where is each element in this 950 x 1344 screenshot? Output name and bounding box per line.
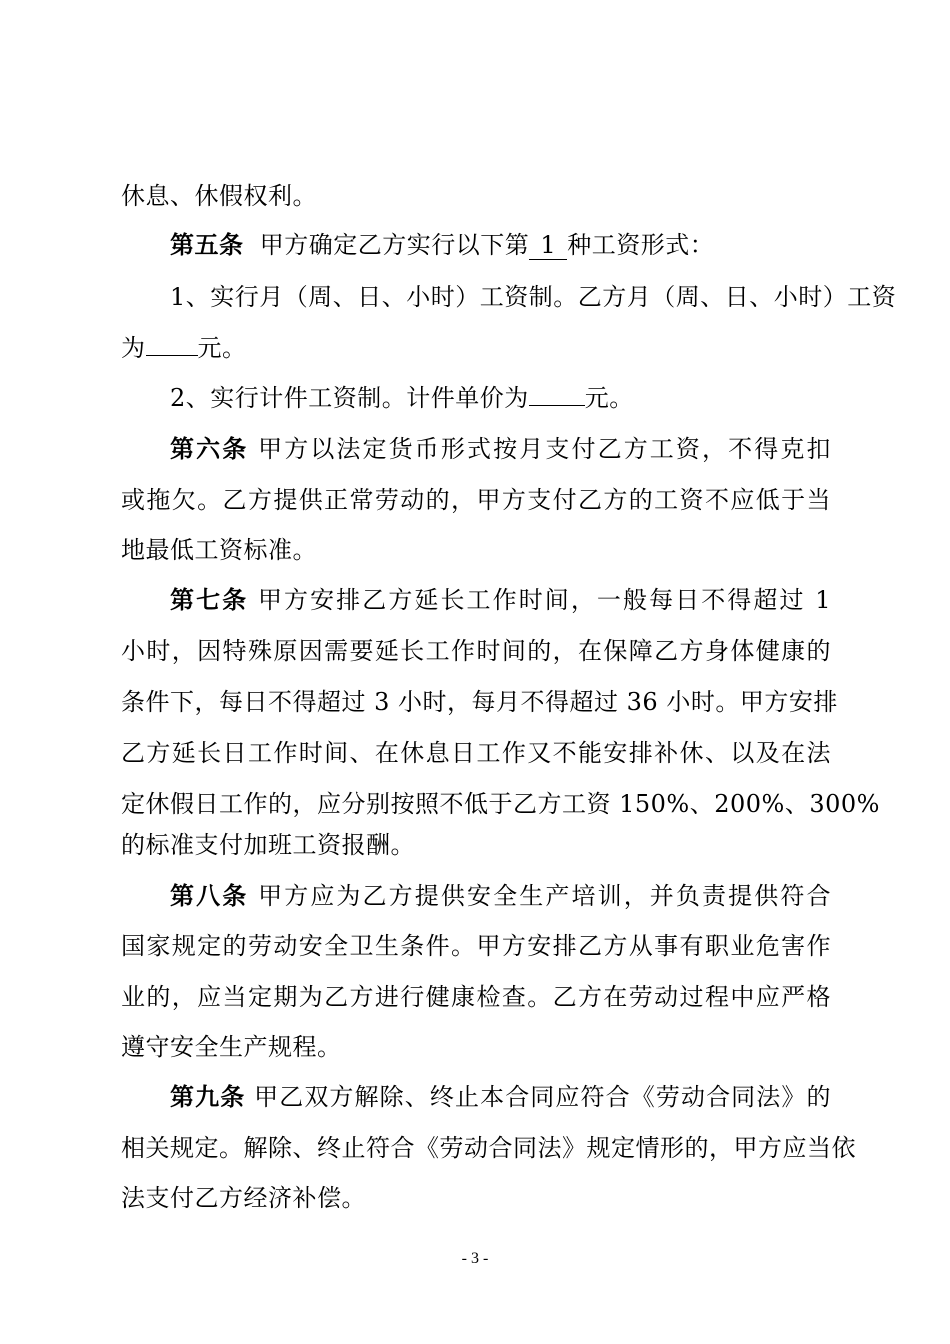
text: 定休假日工作的，应分别按照不低于乙方工资 150%、200%、300% — [121, 790, 880, 818]
text: 业的，应当定期为乙方进行健康检查。乙方在劳动过程中应严格 — [121, 983, 831, 1011]
text: 甲方应为乙方提供安全生产培训，并负责提供符合 — [258, 882, 831, 910]
monthly-wage-blank — [146, 355, 198, 356]
article-7-line — [170, 583, 831, 617]
text: 2、实行计件工资制。计件单价为 — [170, 384, 529, 412]
text-line — [121, 1131, 856, 1165]
wage-form-blank: 1 — [529, 231, 567, 260]
article-7-heading: 第七条 — [170, 585, 249, 614]
text-line — [121, 980, 831, 1014]
text-line — [121, 331, 247, 365]
article-5-line — [170, 228, 714, 262]
text-line — [121, 787, 880, 821]
text: 1、实行月（周、日、小时）工资制。乙方月（周、日、小时）工资 — [170, 283, 897, 311]
article-5-text: 甲方确定乙方实行以下第 — [259, 231, 530, 259]
page-number: - 3 - — [461, 1250, 489, 1267]
text: 或拖欠。乙方提供正常劳动的，甲方支付乙方的工资不应低于当 — [121, 486, 831, 514]
article-6-line — [170, 432, 831, 466]
text: 条件下，每日不得超过 3 小时，每月不得超过 36 小时。甲方安排 — [121, 688, 838, 716]
text-line — [121, 929, 831, 963]
text-line — [121, 483, 831, 517]
text-line — [170, 280, 897, 314]
text: 小时，因特殊原因需要延长工作时间的，在保障乙方身体健康的 — [121, 637, 831, 665]
text: 休息、休假权利。 — [121, 182, 317, 210]
text: 法支付乙方经济补偿。 — [121, 1184, 366, 1212]
text: 为 — [121, 334, 146, 362]
text-line — [121, 533, 317, 567]
text: 甲方安排乙方延长工作时间，一般每日不得超过 1 — [257, 586, 832, 614]
article-9-heading: 第九条 — [170, 1082, 246, 1111]
article-5-tail: 种工资形式： — [567, 231, 715, 259]
text-line — [121, 1181, 366, 1215]
text: 元。 — [584, 384, 634, 412]
text: 地最低工资标准。 — [121, 536, 317, 564]
piece-rate-blank — [529, 405, 585, 406]
text: 元。 — [197, 334, 247, 362]
article-9-line — [170, 1080, 831, 1114]
text: 国家规定的劳动安全卫生条件。甲方安排乙方从事有职业危害作 — [121, 932, 831, 960]
article-6-heading: 第六条 — [170, 434, 249, 463]
text: 甲方以法定货币形式按月支付乙方工资，不得克扣 — [258, 435, 831, 463]
text: 相关规定。解除、终止符合《劳动合同法》规定情形的，甲方应当依 — [121, 1134, 856, 1162]
text-line — [121, 828, 415, 862]
text-line — [121, 179, 317, 213]
text: 乙方延长日工作时间、在休息日工作又不能安排补休、以及在法 — [121, 739, 831, 767]
text-line — [170, 381, 634, 415]
article-8-line — [170, 879, 831, 913]
article-8-heading: 第八条 — [170, 881, 249, 910]
article-5-heading: 第五条 — [170, 230, 244, 259]
text: 甲乙双方解除、终止本合同应符合《劳动合同法》的 — [254, 1083, 832, 1111]
text-line — [121, 736, 831, 770]
text: 的标准支付加班工资报酬。 — [121, 831, 415, 859]
text-line — [121, 685, 838, 719]
text-line — [121, 1030, 342, 1064]
text-line — [121, 634, 831, 668]
text: 遵守安全生产规程。 — [121, 1033, 342, 1061]
